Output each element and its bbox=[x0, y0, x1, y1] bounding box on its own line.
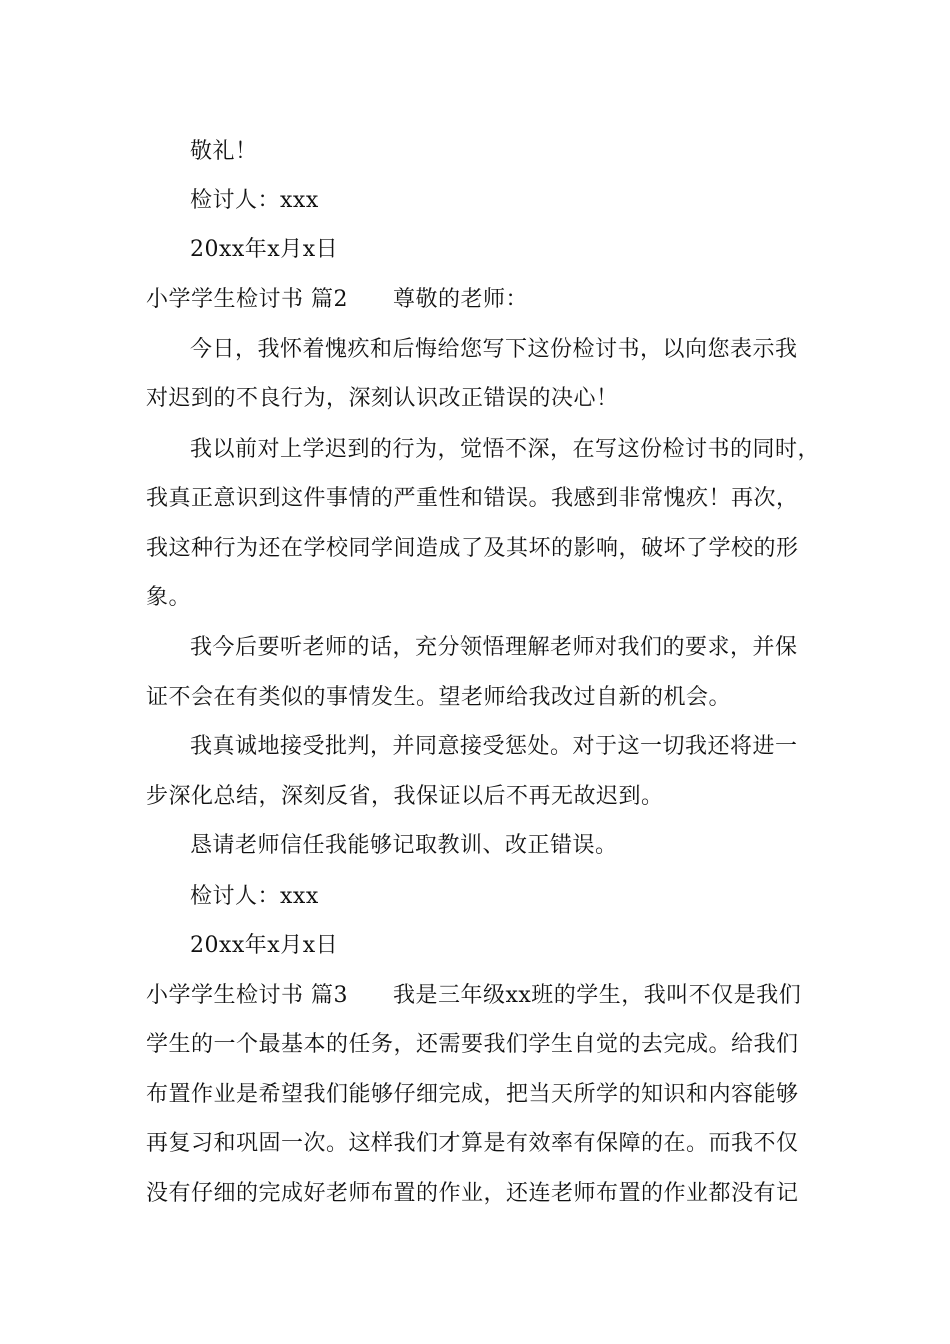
date-line: 20xx年x月x日 bbox=[190, 237, 339, 262]
paragraph-line: 布置作业是希望我们能够仔细完成，把当天所学的知识和内容能够 bbox=[146, 1082, 799, 1107]
paragraph-line: 我真诚地接受批判，并同意接受惩处。对于这一切我还将进一 bbox=[190, 734, 798, 759]
section-heading-2: 小学学生检讨书 篇2 尊敬的老师： bbox=[146, 287, 528, 312]
signature-line: 检讨人：xxx bbox=[190, 884, 319, 909]
paragraph-line: 对迟到的不良行为，深刻认识改正错误的决心！ bbox=[146, 386, 619, 411]
closing-salutation: 敬礼！ bbox=[190, 139, 258, 164]
date-line: 20xx年x月x日 bbox=[190, 933, 339, 958]
paragraph-line: 没有仔细的完成好老师布置的作业，还连老师布置的作业都没有记 bbox=[146, 1181, 799, 1206]
section-heading-3: 小学学生检讨书 篇3 我是三年级xx班的学生，我叫不仅是我们 bbox=[146, 983, 802, 1008]
paragraph-line: 再复习和巩固一次。这样我们才算是有效率有保障的在。而我不仅 bbox=[146, 1131, 799, 1156]
paragraph-line: 我这种行为还在学校同学间造成了及其坏的影响，破坏了学校的形 bbox=[146, 536, 799, 561]
paragraph-line: 学生的一个最基本的任务，还需要我们学生自觉的去完成。给我们 bbox=[146, 1032, 799, 1057]
signature-line: 检讨人：xxx bbox=[190, 188, 319, 213]
paragraph-line: 我以前对上学迟到的行为，觉悟不深，在写这份检讨书的同时， bbox=[190, 437, 821, 462]
paragraph-line: 步深化总结，深刻反省，我保证以后不再无故迟到。 bbox=[146, 784, 664, 809]
paragraph-line: 今日，我怀着愧疚和后悔给您写下这份检讨书，以向您表示我 bbox=[190, 337, 798, 362]
paragraph-line: 我今后要听老师的话，充分领悟理解老师对我们的要求，并保 bbox=[190, 635, 798, 660]
paragraph-line: 恳请老师信任我能够记取教训、改正错误。 bbox=[190, 833, 618, 858]
paragraph-line: 象。 bbox=[146, 585, 192, 610]
paragraph-line: 我真正意识到这件事情的严重性和错误。我感到非常愧疚！再次， bbox=[146, 486, 799, 511]
paragraph-line: 证不会在有类似的事情发生。望老师给我改过自新的机会。 bbox=[146, 685, 732, 710]
